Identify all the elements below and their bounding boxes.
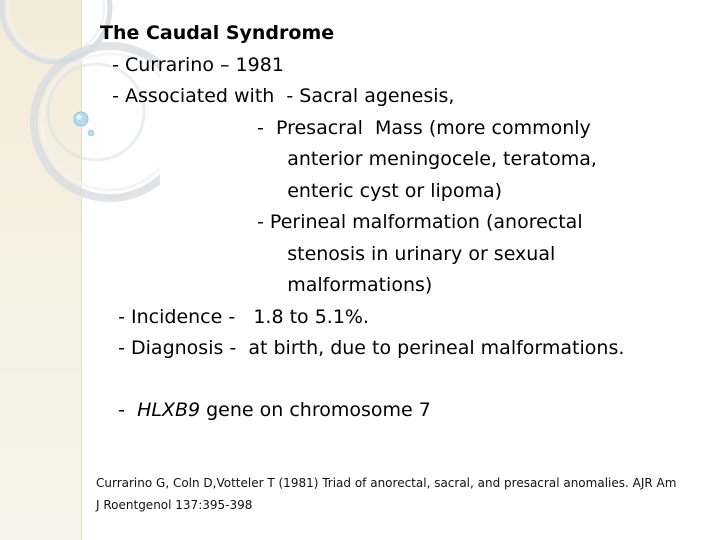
bullet-associated-with: - Associated with - Sacral agenesis, [100, 85, 455, 107]
reference-citation [96, 472, 696, 516]
citation-line-2: J Roentgenol 137:395-398 [96, 498, 253, 512]
sub-bullet-presacral-mass: - Presacral Mass (more commonly [100, 116, 591, 139]
gene-name: HLXB9 [137, 398, 201, 421]
citation-line-1: Currarino G, Coln D,Votteler T (1981) Triad of anorectal, sacral, and presacral anomalies. AJR Am [96, 476, 677, 490]
sub-bullet-perineal-cont-2: malformations) [100, 274, 433, 296]
bullet-gene [100, 395, 700, 427]
spacer [100, 365, 700, 395]
bullet-diagnosis: - Diagnosis - at birth, due to perineal malformations. [100, 337, 625, 359]
sub-bullet-perineal-malformation: - Perineal malformation (anorectal [100, 211, 583, 233]
gene-suffix: gene on chromosome 7 [200, 398, 431, 421]
gene-prefix: - [100, 398, 138, 421]
sub-bullet-presacral-mass-cont-2: enteric cyst or lipoma) [100, 179, 503, 202]
bullet-currarino: - Currarino – 1981 [100, 53, 284, 76]
sub-bullet-perineal-cont-1: stenosis in urinary or sexual [100, 242, 556, 265]
sub-bullet-presacral-mass-cont-1: anterior meningocele, teratoma, [100, 148, 597, 170]
bullet-incidence: - Incidence - 1.8 to 5.1%. [100, 305, 370, 328]
slide-title: The Caudal Syndrome [100, 22, 335, 44]
slide-body [100, 18, 700, 426]
